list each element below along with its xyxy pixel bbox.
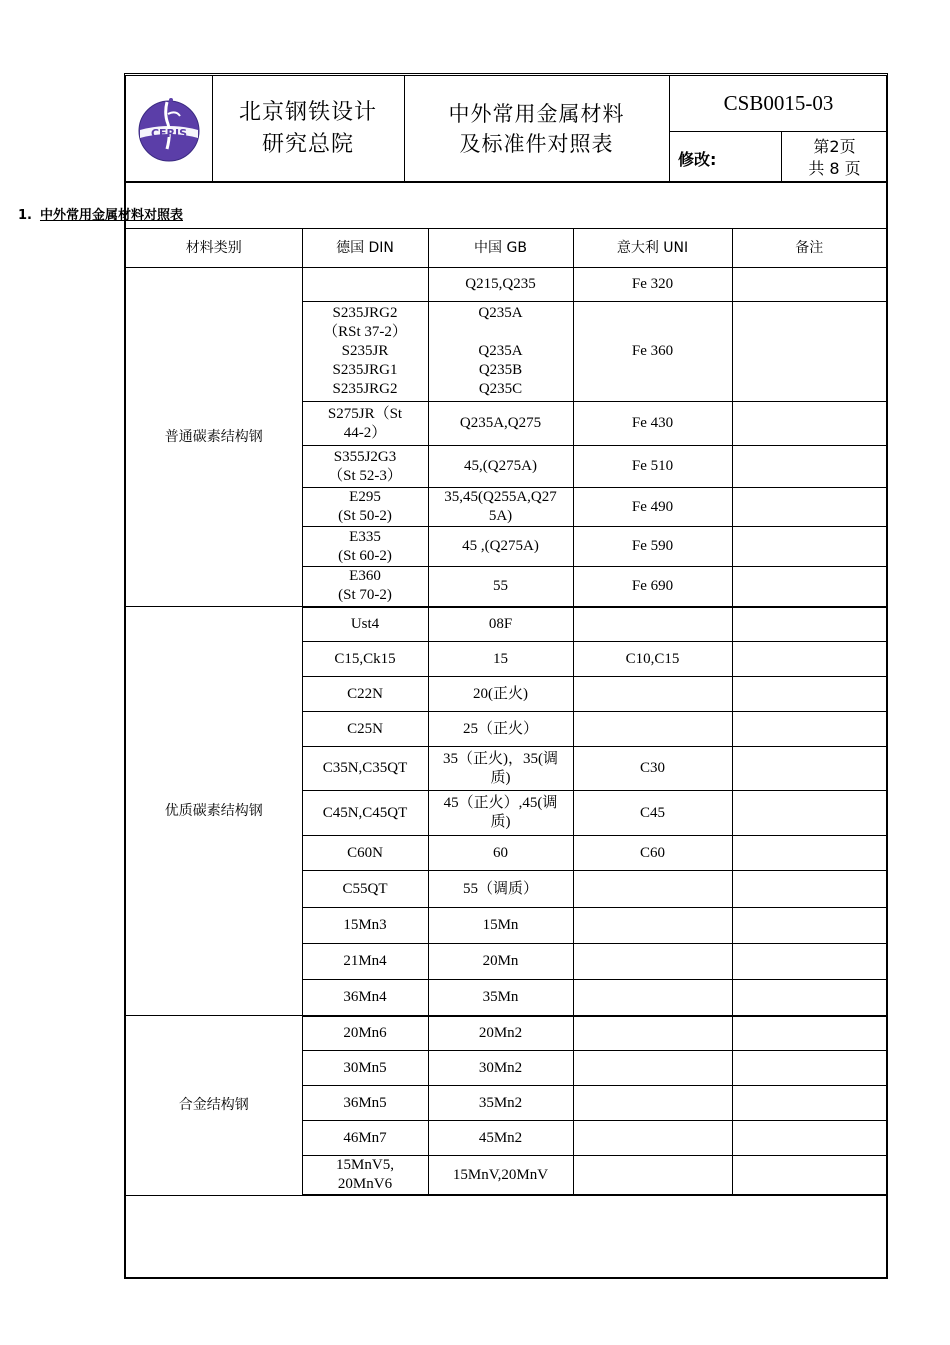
cell-gb: 20(正火) [428,677,573,712]
material-category: 普通碳素结构钢 [126,268,302,607]
table-body [126,268,886,1196]
cell-din: 20Mn6 [302,1016,428,1051]
cell-note [732,1156,886,1196]
cell-uni: Fe 510 [573,446,732,488]
cell-din: 36Mn4 [302,980,428,1016]
cell-din: C22N [302,677,428,712]
cell-gb: 30Mn2 [428,1051,573,1086]
cell-uni [573,607,732,642]
cell-din: C60N [302,836,428,871]
cell-gb: 08F [428,607,573,642]
cell-gb: 20Mn [428,944,573,980]
cell-uni [573,1121,732,1156]
cell-note [732,527,886,567]
cell-note [732,302,886,402]
cell-gb: 15 [428,642,573,677]
cell-note [732,402,886,446]
cell-din: S355J2G3 （St 52-3） [302,446,428,488]
cell-din: C35N,C35QT [302,747,428,791]
cell-din: E295 (St 50-2) [302,488,428,527]
cell-uni [573,677,732,712]
cell-note [732,944,886,980]
material-category: 优质碳素结构钢 [126,607,302,1016]
cell-gb: 35Mn2 [428,1086,573,1121]
logo-text: CERIS [150,126,188,140]
cell-note [732,747,886,791]
cell-note [732,1121,886,1156]
cell-uni [573,712,732,747]
cell-gb: 35Mn [428,980,573,1016]
cell-din: C15,Ck15 [302,642,428,677]
cell-uni: Fe 690 [573,567,732,607]
cell-note [732,268,886,302]
material-category: 合金结构钢 [126,1016,302,1196]
cell-gb: 55（调质） [428,871,573,908]
cell-gb: 20Mn2 [428,1016,573,1051]
cell-gb: 35（正火)，35(调 质) [428,747,573,791]
column-header: 意大利 UNI [573,229,732,268]
cell-uni [573,908,732,944]
cell-note [732,1016,886,1051]
cell-din: 30Mn5 [302,1051,428,1086]
cell-gb: 35,45(Q255A,Q27 5A) [428,488,573,527]
cell-uni: C30 [573,747,732,791]
cell-din: 46Mn7 [302,1121,428,1156]
cell-gb: 45Mn2 [428,1121,573,1156]
cell-uni: C60 [573,836,732,871]
cell-uni: Fe 490 [573,488,732,527]
cell-uni: Fe 360 [573,302,732,402]
cell-note [732,980,886,1016]
cell-note [732,791,886,836]
cell-gb: 15Mn [428,908,573,944]
cell-din: 15MnV5, 20MnV6 [302,1156,428,1196]
cell-uni [573,1051,732,1086]
cell-uni: Fe 320 [573,268,732,302]
cell-note [732,1051,886,1086]
cell-note [732,1086,886,1121]
column-header: 中国 GB [428,229,573,268]
document-title: 中外常用金属材料 及标准件对照表 [448,101,625,156]
table-row [126,268,886,302]
revision-label: 修改: [678,149,717,169]
organization-name: 北京钢铁设计 研究总院 [238,99,377,157]
cell-uni: Fe 430 [573,402,732,446]
cell-uni: C10,C15 [573,642,732,677]
table-row [126,607,886,642]
cell-din: 15Mn3 [302,908,428,944]
ceris-logo-icon [134,94,204,164]
cell-gb: 45 ,(Q275A) [428,527,573,567]
cell-din: 21Mn4 [302,944,428,980]
cell-din: S275JR（St 44-2） [302,402,428,446]
cell-uni [573,1086,732,1121]
cell-gb: Q215,Q235 [428,268,573,302]
cell-din: E360 (St 70-2) [302,567,428,607]
column-header: 备注 [732,229,886,268]
cell-note [732,712,886,747]
cell-note [732,677,886,712]
cell-din: C55QT [302,871,428,908]
cell-gb: 45（正火）,45(调 质) [428,791,573,836]
cell-din: E335 (St 60-2) [302,527,428,567]
page-number: 第2页 共 8 页 [808,137,861,178]
cell-uni: Fe 590 [573,527,732,567]
cell-uni: C45 [573,791,732,836]
cell-uni [573,871,732,908]
cell-din: C45N,C45QT [302,791,428,836]
cell-gb: 25（正火） [428,712,573,747]
section-title: 1. 中外常用金属材料对照表 [18,208,183,223]
cell-gb: Q235A Q235A Q235B Q235C [428,302,573,402]
table-row [126,1016,886,1051]
cell-note [732,642,886,677]
cell-note [732,446,886,488]
cell-din: C25N [302,712,428,747]
cell-uni [573,1016,732,1051]
column-header: 材料类别 [126,229,302,268]
logo [126,76,212,181]
cell-din [302,268,428,302]
cell-uni [573,980,732,1016]
cell-note [732,836,886,871]
cell-note [732,488,886,527]
cell-gb: 45,(Q275A) [428,446,573,488]
cell-din: Ust4 [302,607,428,642]
document-code: CSB0015-03 [669,76,888,132]
table-header-row [126,229,886,268]
cell-note [732,607,886,642]
cell-gb: 60 [428,836,573,871]
cell-uni [573,944,732,980]
cell-note [732,567,886,607]
cell-gb: Q235A,Q275 [428,402,573,446]
document-header [124,73,888,183]
column-header: 德国 DIN [302,229,428,268]
cell-note [732,871,886,908]
cell-note [732,908,886,944]
cell-din: 36Mn5 [302,1086,428,1121]
material-comparison-table [126,228,886,1196]
cell-din: S235JRG2 （RSt 37-2） S235JR S235JRG1 S235JRG2 [302,302,428,402]
cell-uni [573,1156,732,1196]
cell-gb: 15MnV,20MnV [428,1156,573,1196]
cell-gb: 55 [428,567,573,607]
